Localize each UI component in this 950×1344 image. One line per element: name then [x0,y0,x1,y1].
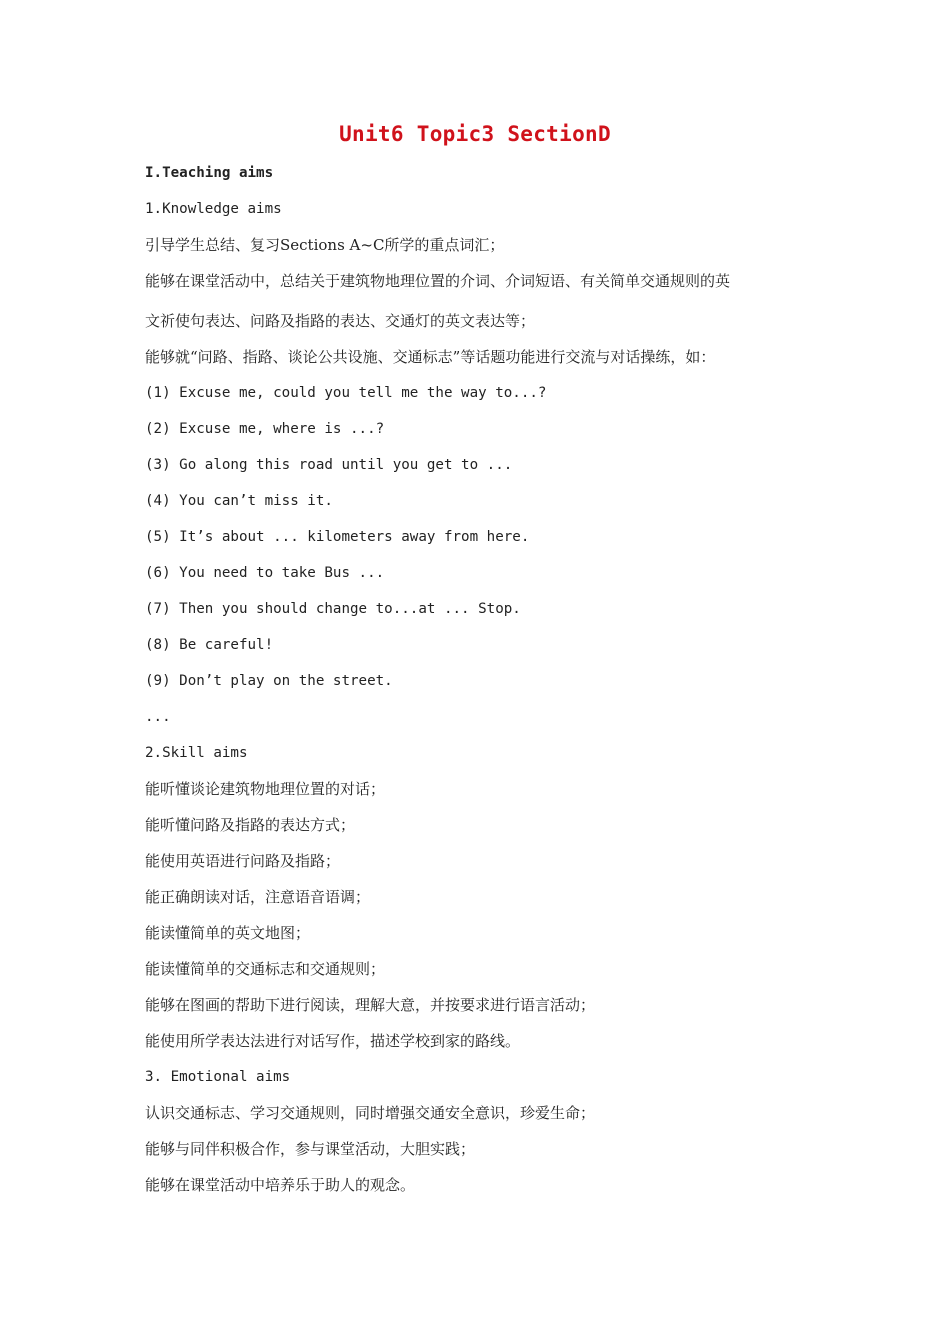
knowledge-aims-heading: 1.Knowledge aims [145,201,282,217]
example-sentence: (7) Then you should change to...at ... Stop. [145,601,521,617]
example-sentence: (4) You can’t miss it. [145,493,333,509]
skill-line: 能使用所学表达法进行对话写作，描述学校到家的路线。 [145,1032,521,1050]
emotional-aims-heading: 3. Emotional aims [145,1069,291,1085]
knowledge-line: 引导学生总结、复习Sections A~C所学的重点词汇； [145,236,505,254]
example-sentence: (9) Don’t play on the street. [145,673,393,689]
example-sentence: (5) It’s about ... kilometers away from here. [145,529,530,545]
emotional-line: 能够与同伴积极合作，参与课堂活动，大胆实践； [145,1140,476,1158]
emotional-line: 能够在课堂活动中培养乐于助人的观念。 [145,1176,416,1194]
example-sentence: (3) Go along this road until you get to ... [145,457,513,473]
example-sentence: (6) You need to take Bus ... [145,565,385,581]
knowledge-line: 能够就“问路、指路、谈论公共设施、交通标志”等话题功能进行交流与对话操练，如： [145,348,716,366]
skill-line: 能够在图画的帮助下进行阅读，理解大意，并按要求进行语言活动； [145,996,596,1014]
knowledge-line: 文祈使句表达、问路及指路的表达、交通灯的英文表达等； [145,312,536,330]
ellipsis: ... [145,709,171,725]
skill-line: 能听懂问路及指路的表达方式； [145,816,356,834]
skill-line: 能听懂谈论建筑物地理位置的对话； [145,780,386,798]
example-sentence: (8) Be careful! [145,637,274,653]
skill-aims-heading: 2.Skill aims [145,745,248,761]
knowledge-line: 能够在课堂活动中，总结关于建筑物地理位置的介词、介词短语、有关简单交通规则的英 [145,272,731,290]
example-sentence: (1) Excuse me, could you tell me the way to...? [145,385,547,401]
example-sentence: (2) Excuse me, where is ...? [145,421,385,437]
emotional-line: 认识交通标志、学习交通规则，同时增强交通安全意识，珍爱生命； [145,1104,596,1122]
document-title: Unit6 Topic3 SectionD [339,122,611,146]
skill-line: 能读懂简单的英文地图； [145,924,311,942]
skill-line: 能正确朗读对话，注意语音语调； [145,888,371,906]
teaching-aims-heading: I.Teaching aims [145,165,274,181]
skill-line: 能读懂简单的交通标志和交通规则； [145,960,386,978]
skill-line: 能使用英语进行问路及指路； [145,852,341,870]
document-body [145,162,825,1210]
